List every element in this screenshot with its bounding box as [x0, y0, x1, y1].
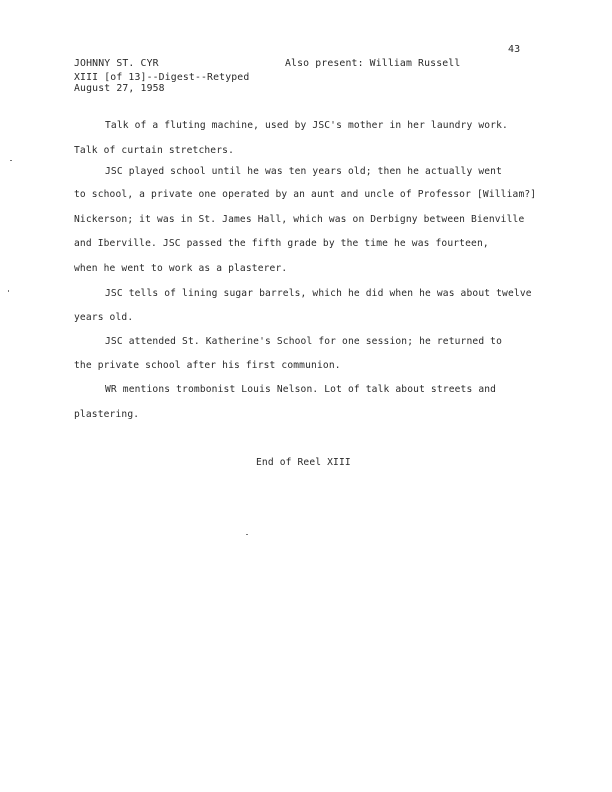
- body-line: JSC attended St. Katherine's School for one session; he returned to: [105, 336, 503, 347]
- body-line: plastering.: [74, 409, 140, 420]
- body-line: years old.: [74, 312, 134, 323]
- body-line: Talk of a fluting machine, used by JSC's mother in her laundry work.: [105, 120, 508, 131]
- scan-speck: [8, 290, 9, 292]
- body-line: Talk of curtain stretchers.: [74, 145, 234, 156]
- body-line: JSC played school until he was ten years old; then he actually went: [105, 166, 503, 177]
- interviewee-name: JOHNNY ST. CYR: [74, 58, 159, 69]
- interview-date: August 27, 1958: [74, 83, 165, 94]
- body-line: when he went to work as a plasterer.: [74, 263, 288, 274]
- body-line: Nickerson; it was in St. James Hall, which was on Derbigny between Bienville: [74, 214, 525, 225]
- body-line: WR mentions trombonist Louis Nelson. Lot of talk about streets and: [105, 384, 497, 395]
- scan-speck: [10, 160, 12, 161]
- scan-speck: [246, 534, 248, 535]
- end-of-reel-note: End of Reel XIII: [256, 457, 351, 468]
- also-present: Also present: William Russell: [285, 58, 461, 69]
- body-line: and Iberville. JSC passed the fifth grade by the time he was fourteen,: [74, 238, 489, 249]
- body-line: to school, a private one operated by an aunt and uncle of Professor [William?]: [74, 189, 537, 200]
- reel-info: XIII [of 13]--Digest--Retyped: [74, 72, 250, 83]
- body-line: the private school after his first communion.: [74, 360, 341, 371]
- page-number: 43: [508, 44, 521, 55]
- body-line: JSC tells of lining sugar barrels, which he did when he was about twelve: [105, 288, 532, 299]
